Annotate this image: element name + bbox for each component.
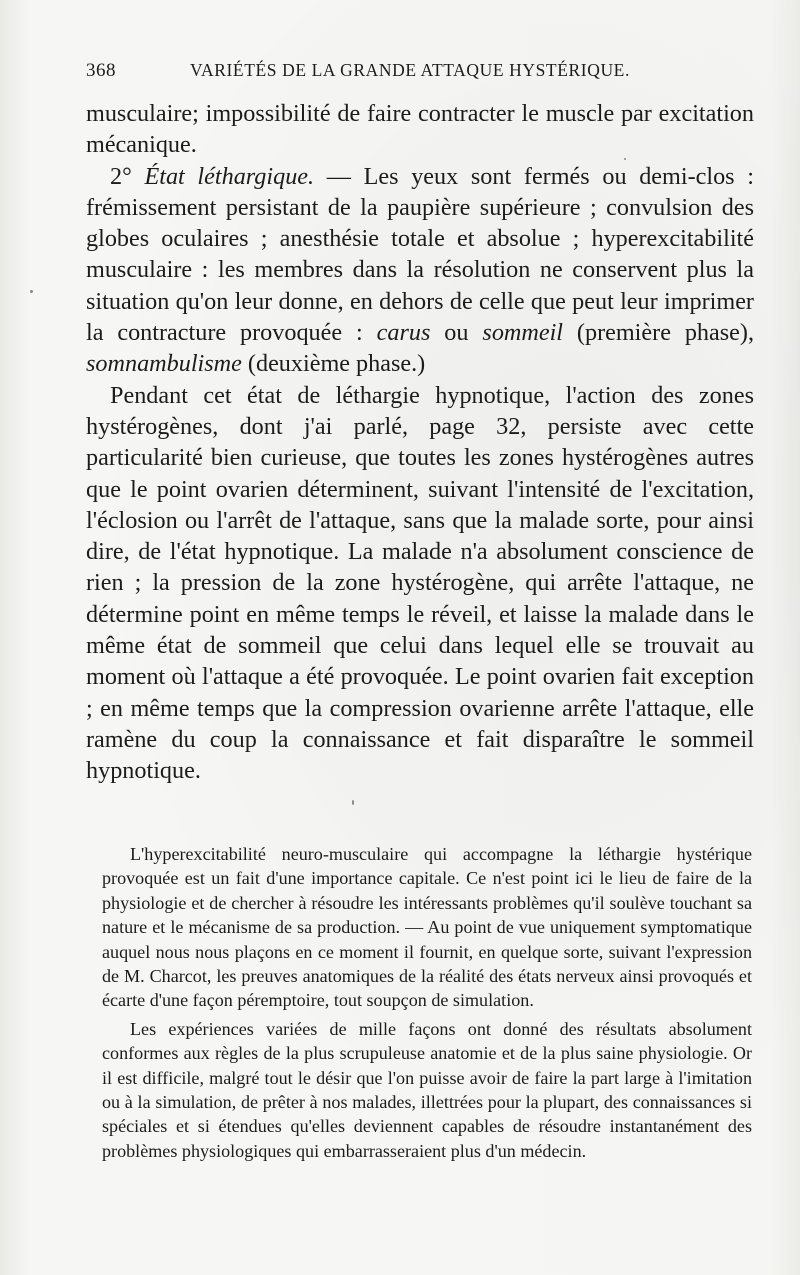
- term-carus: carus: [376, 319, 431, 347]
- section-heading: État léthargique.: [144, 162, 315, 190]
- paragraph-lethargic-state: [86, 161, 754, 380]
- running-head: VARIÉTÉS DE LA GRANDE ATTAQUE HYSTÉRIQUE.: [190, 60, 630, 80]
- paper-speck: [30, 290, 33, 293]
- paper-speck: [624, 158, 626, 160]
- footnote-paragraph-1: L'hyperexcitabilité neuro-musculaire qui accompagne la léthargie hystérique provoquée est un fait d'une importance capitale. Ce n'est point ici le lieu de faire de la physiologie et de chercher à résoudre les intéressants problèmes qu'il soulève touchant sa nature et le mécanisme de sa production. — Au point de vue uniquement symptomatique auquel nous nous plaçons en ce moment il fournit, en quelque sorte, suivant l'expression de M. Charcot, les preuves anatomiques de la réalité des états nerveux ainsi provoqués et écarte d'une façon péremptoire, tout soupçon de simulation.: [102, 844, 752, 1011]
- section-text-c: (deuxième phase.): [241, 350, 426, 378]
- section-text-a: — Les yeux sont fermés ou demi-clos : frémissement persistant de la paupière supérieure ; convulsion des globes oculaires ; anesthésie totale et absolue ; hyperexcitabilité musculaire : les membres dans la résolution ne conservent plus la situation qu'on leur donne, en dehors de celle que peut leur imprimer la contracture provoquée :: [86, 162, 754, 347]
- word-ou: ou: [430, 319, 483, 347]
- paragraph-continuation: musculaire; impossibilité de faire contracter le muscle par excitation mécanique.: [86, 100, 754, 159]
- page-header: [86, 58, 766, 88]
- main-text: [86, 98, 754, 787]
- section-number: 2°: [110, 162, 132, 190]
- footnote-block: [102, 842, 752, 1163]
- footnote-paragraph-2: Les expériences variées de mille façons ont donné des résultats absolument conformes aux règles de la plus scrupuleuse anatomie et de la plus saine physiologie. Or il est difficile, malgré tout le désir que l'on puisse avoir de faire la part large à l'imitation ou à la simulation, de prêter à nos malades, illettrées pour la plupart, des connaissances si spéciales et si étendues qu'elles deviennent capables de résoudre instantanément des problèmes physiologiques qui embarrasseraient plus d'un médecin.: [102, 1018, 752, 1161]
- paragraph-hypnotic-lethargy: Pendant cet état de léthargie hypnotique, l'action des zones hystérogènes, dont j'ai parlé, page 32, persiste avec cette particularité bien curieuse, que toutes les zones hystérogènes autres que le point ovarien déterminent, suivant l'intensité de l'excitation, l'éclosion ou l'arrêt de l'attaque, sans que la malade sorte, pour ainsi dire, de l'état hypnotique. La malade n'a absolument conscience de rien ; la pression de la zone hystérogène, qui arrête l'attaque, ne détermine point en même temps le réveil, et laisse la malade dans le même état de sommeil que celui dans lequel elle se trouvait au moment où l'attaque a été provoquée. Le point ovarien fait exception ; en même temps que la compression ovarienne arrête l'attaque, elle ramène du coup la connaissance et fait disparaître le sommeil hypnotique.: [86, 381, 754, 785]
- term-somnambulisme: somnambulisme: [86, 350, 242, 378]
- section-text-b: (première phase),: [563, 319, 755, 347]
- paper-speck: [352, 800, 354, 805]
- page-number: 368: [86, 60, 116, 81]
- term-sommeil: sommeil: [482, 319, 564, 347]
